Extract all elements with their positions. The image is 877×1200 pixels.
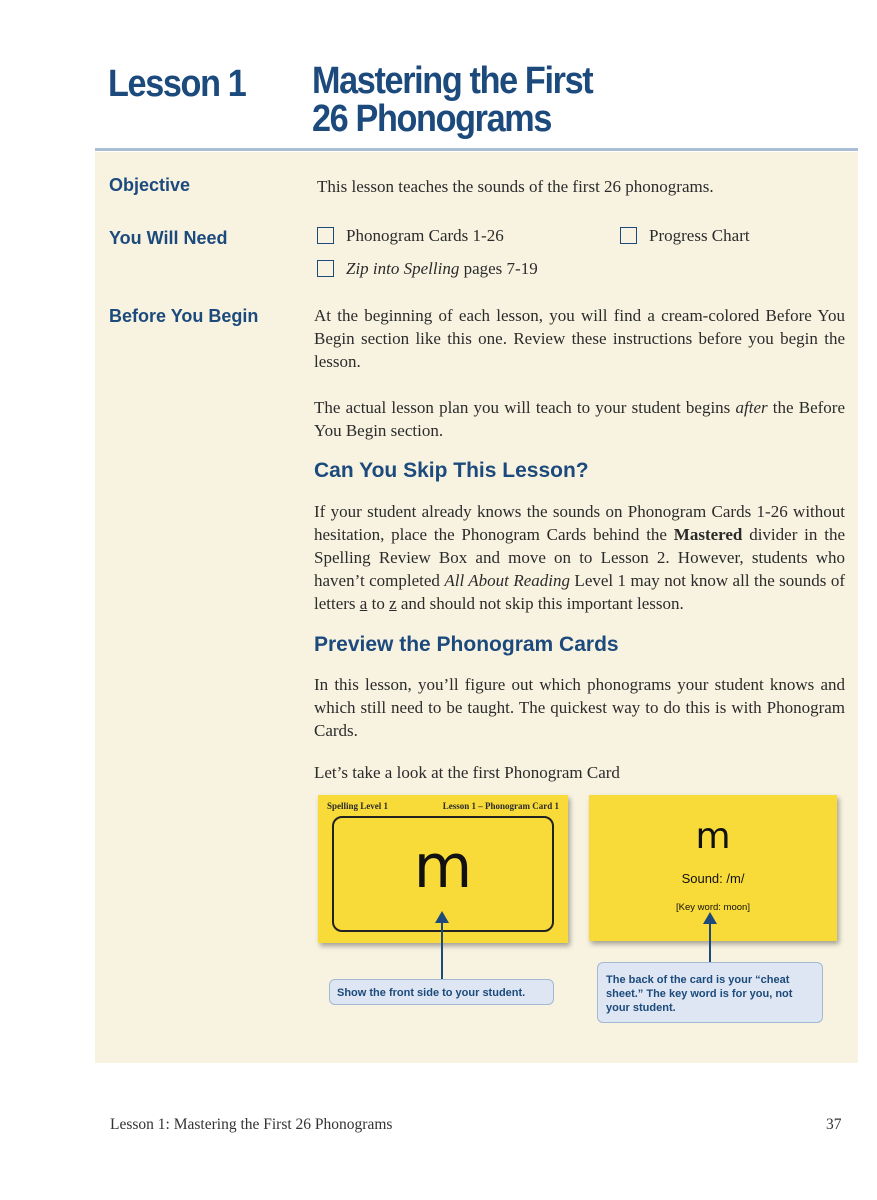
text-run: The actual lesson plan you will teach to your student begins [314,398,736,417]
before-you-begin-paragraph-1: At the beginning of each lesson, you will find a cream-colored Before You Begin section like this one. Review these instructions before you begin the lesson. [314,306,845,371]
page-title [312,62,592,138]
lesson-number: Lesson 1 [108,63,246,105]
need-item-progress-chart[interactable] [620,224,750,247]
need-item-label: Progress Chart [649,226,750,245]
skip-lesson-paragraph [314,500,845,615]
checkbox[interactable] [317,227,334,244]
book-title: Zip into Spelling [346,259,460,278]
preview-cards-heading: Preview the Phonogram Cards [314,633,619,656]
you-will-need-label: You Will Need [109,228,228,248]
card-back-letter: m [695,816,731,857]
page-title-line-2: 26 Phonograms [312,98,552,140]
need-item-label: Phonogram Cards 1-26 [346,226,504,245]
need-item-zip-into-spelling[interactable] [317,257,538,280]
card-keyword: [Key word: moon] [676,902,750,913]
card-number-label: Lesson 1 – Phonogram Card 1 [442,801,559,811]
letter-a: a [359,594,368,613]
header-divider [95,148,858,151]
mastered-term: Mastered [673,525,743,544]
emphasis: after [735,398,768,417]
checkbox[interactable] [317,260,334,277]
preview-paragraph-1: In this lesson, you’ll figure out which phonograms your student knows and which still need to be taught. The quickest way to do this is with Phonogram Cards. [314,675,845,740]
card-sound: Sound: /m/ [681,871,745,886]
objective-label: Objective [109,175,191,195]
preview-paragraph-2: Let’s take a look at the first Phonogram Card [314,763,620,782]
need-item-label [346,257,538,280]
text-run: If your student already knows the sounds on Phonogram Cards 1-26 without hesitation, place the Phonogram Cards behind the [314,502,845,544]
before-you-begin-paragraph-2 [314,396,845,442]
letter-z: z [389,594,397,613]
card-back-callout: The back of the card is your “cheat sheet.” The key word is for you, not your student. [597,962,823,1023]
text-run: to [367,594,390,613]
book-title: All About Reading [444,571,570,590]
text-run: Level 1 may not know all the sounds of letters [314,571,845,613]
arrow-line [709,922,711,962]
text-run: and should not skip this important lesson. [396,594,684,613]
footer-title: Lesson 1: Mastering the First 26 Phonograms [110,1116,393,1133]
card-front-letter: m [413,832,473,902]
skip-lesson-heading: Can You Skip This Lesson? [314,459,589,482]
objective-text: This lesson teaches the sounds of the first 26 phonograms. [317,177,714,196]
checkbox[interactable] [620,227,637,244]
arrow-line [441,921,443,979]
text-run: divider in the Spelling Review Box and move on to Lesson 2. However, students who haven’t completed [314,525,845,590]
page-title-line-1: Mastering the First [312,60,593,102]
need-item-phonogram-cards[interactable] [317,224,504,247]
page-number: 37 [826,1116,842,1133]
card-level-label: Spelling Level 1 [327,801,389,811]
book-pages: pages 7-19 [459,259,538,278]
before-you-begin-label: Before You Begin [109,306,259,326]
card-front-callout: Show the front side to your student. [329,979,554,1005]
text-run: the Before You Begin section. [314,398,845,440]
